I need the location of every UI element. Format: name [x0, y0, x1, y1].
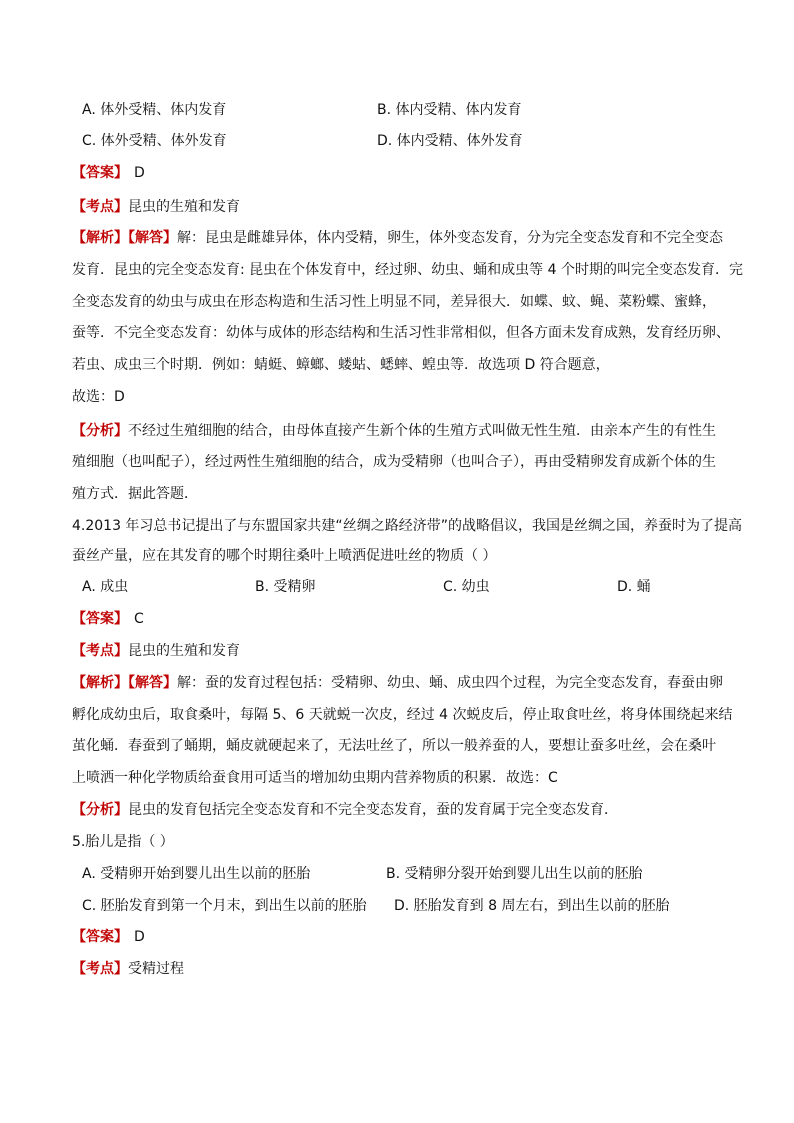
kaodian-tag: 【考点】 [72, 961, 128, 977]
jiexi-tag: 【解析】【解答】 [72, 675, 177, 691]
q3-jiexi-line-1 [72, 228, 723, 248]
q5-answer [72, 927, 145, 947]
q5-option-c: C. 胚胎发育到第一个月末，到出生以前的胚胎 [82, 898, 367, 914]
fenxi-text: 昆虫的发育包括完全变态发育和不完全变态发育，蚕的发育属于完全变态发育． [128, 802, 618, 818]
q3-kaodian [72, 197, 240, 217]
q4-jiexi-line-4: 上喷洒一种化学物质给蚕食用可适当的增加幼虫期内营养物质的积累．故选：C [72, 770, 558, 786]
fenxi-tag: 【分析】 [72, 423, 128, 439]
answer-tag: 【答案】 [72, 611, 128, 627]
fenxi-tag: 【分析】 [72, 802, 128, 818]
q5-option-a: A. 受精卵开始到婴儿出生以前的胚胎 [82, 866, 311, 882]
q5-stem: 5.胎儿是指（ ） [72, 834, 174, 850]
q3-option-a: A. 体外受精、体内发育 [82, 102, 227, 118]
kaodian-value: 昆虫的生殖和发育 [128, 199, 240, 215]
answer-value: D [134, 929, 145, 945]
answer-tag: 【答案】 [72, 929, 128, 945]
q3-jiexi-line-4: 蚕等．不完全变态发育：幼体与成体的形态结构和生活习性非常相似，但各方面未发育成熟，发育经历卵、 [72, 325, 730, 341]
q4-jiexi-line-1 [72, 673, 723, 693]
q3-jiexi-line-2: 发育．昆虫的完全变态发育: 昆虫在个体发育中，经过卵、幼虫、蛹和成虫等 4 个时期的叫完全变态发育．完 [72, 262, 743, 278]
kaodian-tag: 【考点】 [72, 199, 128, 215]
q3-fenxi-line-1 [72, 421, 716, 441]
jiexi-tag: 【解析】【解答】 [72, 230, 177, 246]
answer-value: C [134, 611, 144, 627]
q5-kaodian [72, 959, 184, 979]
answer-value: D [134, 165, 145, 181]
q4-option-d: D. 蛹 [617, 579, 651, 595]
q4-option-b: B. 受精卵 [255, 579, 316, 595]
q4-jiexi-line-3: 茧化蛹．春蚕到了蛹期，蛹皮就硬起来了，无法吐丝了，所以一般养蚕的人，要想让蚕多吐丝，会在桑叶 [72, 738, 716, 754]
q3-jiexi-line-3: 全变态发育的幼虫与成虫在形态构造和生活习性上明显不同，差异很大．如蝶、蚊、蝇、菜粉蝶、蜜蜂， [72, 294, 716, 310]
q3-fenxi-line-3: 殖方式．据此答题． [72, 486, 198, 502]
q4-option-c: C. 幼虫 [443, 579, 490, 595]
q5-option-b: B. 受精卵分裂开始到婴儿出生以前的胚胎 [386, 866, 643, 882]
q4-stem-line-1: 4.2013 年习总书记提出了与东盟国家共建“丝绸之路经济带”的战略倡议，我国是丝绸之国，养蚕时为了提高 [72, 518, 742, 534]
q4-stem-line-2: 蚕丝产量，应在其发育的哪个时期往桑叶上喷洒促进吐丝的物质（ ） [72, 548, 497, 564]
q3-fenxi-line-2: 殖细胞（也叫配子），经过两性生殖细胞的结合，成为受精卵（也叫合子），再由受精卵发育成新个体的生 [72, 454, 716, 470]
q4-jiexi-line-2: 孵化成幼虫后，取食桑叶，每隔 5、6 天就蜕一次皮，经过 4 次蜕皮后，停止取食吐丝，将身体围绕起来结 [72, 707, 733, 723]
answer-tag: 【答案】 [72, 165, 128, 181]
q4-fenxi [72, 800, 618, 820]
q4-answer [72, 609, 144, 629]
q3-answer [72, 163, 145, 183]
q5-option-d: D. 胚胎发育到 8 周左右，到出生以前的胚胎 [394, 898, 670, 914]
fenxi-text: 不经过生殖细胞的结合，由母体直接产生新个体的生殖方式叫做无性生殖．由亲本产生的有性生 [128, 423, 716, 439]
q3-option-d: D. 体内受精、体外发育 [377, 133, 523, 149]
q3-option-b: B. 体内受精、体内发育 [377, 102, 522, 118]
kaodian-value: 受精过程 [128, 961, 184, 977]
kaodian-tag: 【考点】 [72, 643, 128, 659]
q4-option-a: A. 成虫 [82, 579, 129, 595]
kaodian-value: 昆虫的生殖和发育 [128, 643, 240, 659]
jiexi-text: 解：蚕的发育过程包括：受精卵、幼虫、蛹、成虫四个过程，为完全变态发育，春蚕由卵 [177, 675, 723, 691]
q4-kaodian [72, 641, 240, 661]
q3-option-c: C. 体外受精、体外发育 [82, 133, 227, 149]
q3-jiexi-line-5: 若虫、成虫三个时期．例如：蜻蜓、蟑螂、蝼蛄、蟋蟀、蝗虫等．故选项 D 符合题意， [72, 357, 610, 373]
jiexi-text: 解：昆虫是雌雄异体，体内受精，卵生，体外变态发育，分为完全变态发育和不完全变态 [177, 230, 723, 246]
q3-jiexi-line-6: 故选：D [72, 389, 125, 405]
